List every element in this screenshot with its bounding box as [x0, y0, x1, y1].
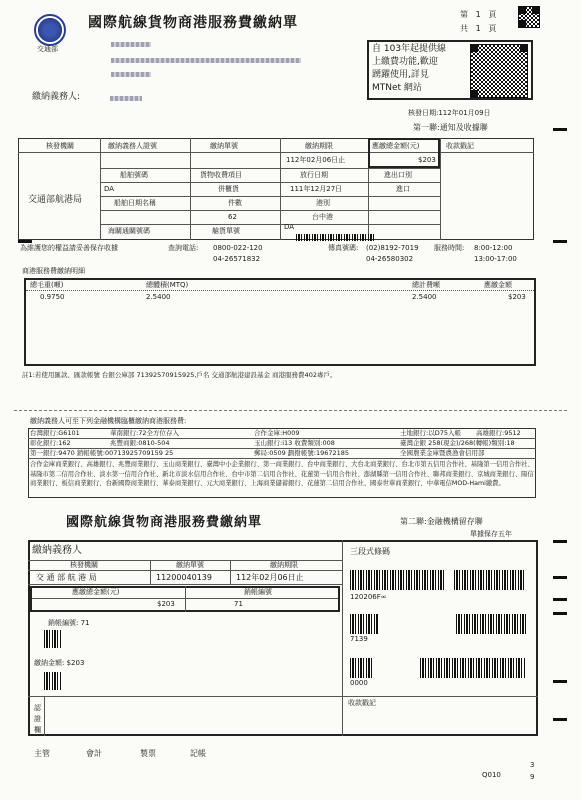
deadline-value: 112年02月06日止 [286, 156, 346, 164]
col-deadline: 繳納期限 [305, 142, 333, 150]
cut-line [14, 410, 567, 411]
weight-header: 總毛重(噸) [30, 281, 64, 289]
volume-header: 總體積(MTQ) [146, 281, 189, 289]
fax-label: 傳真號碼: [328, 244, 359, 252]
registration-mark [553, 128, 567, 131]
sign-chief: 主管 [34, 749, 50, 758]
stub-copy-label: 第二聯:金融機構留存聯 [400, 517, 483, 526]
registration-mark [553, 612, 567, 615]
corner-number-1: 3 [530, 761, 535, 769]
notice-line-3: 踴躍使用,詳見 [372, 70, 429, 80]
weight-value: 0.9750 [40, 293, 65, 301]
hours-1: 8:00-12:00 [474, 244, 513, 252]
banks-title: 繳納義務人可至下列金融機構臨櫃繳納商港服務費: [30, 417, 187, 425]
col-slip-no: 繳納單號 [210, 142, 238, 150]
phone-1: 0800-022-120 [213, 244, 263, 252]
stub-barcode-1b [454, 570, 526, 590]
barcode-3-text: 0000 [350, 679, 368, 687]
hours-2: 13:00-17:00 [474, 255, 517, 263]
stub-col-deadline: 繳納期限 [270, 561, 298, 569]
phone-2: 04-26571832 [213, 255, 261, 263]
stub-barcode-3b [420, 658, 526, 678]
amount-value: $203 [508, 293, 526, 301]
charge-unit-header: 總計費噸 [412, 281, 440, 289]
bank-r1-c5: 高雄銀行:9512 [476, 429, 521, 437]
total-pages-label: 共 1 頁 [460, 24, 497, 33]
registration-mark [18, 240, 32, 243]
sign-record: 記帳 [190, 749, 206, 758]
bank-r1-c4: 土地銀行:以D75入帳 [400, 429, 461, 437]
fax-2: 04-26580302 [366, 255, 414, 263]
stub-account-header: 銷帳編號 [244, 588, 272, 596]
stub-retention: 單據保存五年 [470, 530, 512, 538]
pieces-value: 62 [228, 213, 237, 221]
page-label: 第 1 頁 [460, 10, 497, 19]
release-date-value: 111年12月27日 [290, 185, 343, 193]
redacted-payer-name [110, 96, 142, 101]
charge-unit-value: 2.5400 [412, 293, 437, 301]
bank-r2-c1: 彰化銀行:162 [30, 439, 71, 447]
stub-paid-barcode [44, 672, 62, 690]
corner-number-2: 9 [530, 773, 535, 781]
redacted-address [111, 58, 301, 63]
bank-r2-c3: 玉山銀行:i13 收費類別:008 [254, 439, 335, 447]
bank-r2-c2: 兆豐商銀:0810-504 [110, 439, 170, 447]
registration-mark [553, 540, 567, 543]
keep-receipt-notice: 為維護您的權益請妥善保存收據 [20, 244, 118, 252]
cargo-item-value: 併櫃貨 [218, 185, 239, 193]
stub-barcode-2b [456, 614, 526, 634]
col-agency: 核發機關 [46, 142, 74, 150]
copy-one-label: 第一聯:通知及收據聯 [413, 123, 488, 132]
stub-side-label: 認證欄 [34, 704, 41, 734]
remittance-note: 註1:若使用匯款、匯款帳號 台銀公庫部 71392570915925,戶名 交通部航港建設基金 商港服務費402專戶。 [22, 371, 337, 379]
stub-paid-label: 繳納金額: $203 [34, 659, 85, 667]
amount-header: 應繳金額 [484, 281, 512, 289]
stub-account-barcode [44, 630, 62, 648]
agency-value: 交通部航港局 [28, 195, 83, 205]
stub-account-label: 銷帳編號: 71 [48, 619, 90, 627]
stub-col-slip-no: 繳納單號 [176, 561, 204, 569]
payer-label: 繳納義務人: [32, 92, 81, 102]
port-value: 台中港 [312, 213, 333, 221]
stub-deadline-value: 112年02月06日止 [236, 573, 304, 582]
voyage-label: 艙貨單號 [212, 227, 240, 235]
mtnet-qr-code [470, 44, 528, 98]
phone-label: 查詢電話: [168, 244, 199, 252]
volume-value: 2.5400 [146, 293, 171, 301]
voyage-value: DA [284, 223, 295, 231]
barcode-title: 三段式條碼 [350, 547, 390, 556]
bank-r1-c1: 台灣銀行:G6101 [30, 429, 80, 437]
customs-label: 海關通關號碼 [108, 227, 150, 235]
bank-r1-c2: 華南銀行:72全方位存入 [110, 429, 179, 437]
stub-slip-no-value: 11200040139 [156, 573, 212, 582]
total-value: $203 [418, 156, 436, 164]
stub-barcode-2 [350, 614, 378, 634]
bank-r3-c2: 郵局:0509 劃撥帳號:19672185 [254, 449, 350, 457]
corner-qr-code [518, 6, 540, 28]
stub-agency-value: 交 通 部 航 港 局 [36, 573, 97, 582]
col-total: 應繳總金額(元) [372, 142, 420, 150]
stub-stamp-label: 收款戳記 [348, 699, 376, 707]
notice-line-4: MTNet 網站 [372, 83, 422, 93]
stub-col-agency: 核發機關 [70, 561, 98, 569]
details-table [24, 278, 536, 366]
ship-name-label: 船舶日期名稱 [114, 199, 156, 207]
fax-1: (02)8192-7019 [366, 244, 419, 252]
bank-r1-c3: 合作金庫:H009 [254, 429, 300, 437]
cargo-item-label: 貨物收費項目 [200, 171, 242, 179]
vessel-value: DA [104, 185, 115, 193]
in-out-value: 進口 [396, 185, 410, 193]
port-label: 港別 [316, 199, 330, 207]
issue-date: 核發日期:112年01月09日 [408, 109, 491, 117]
stub-barcode-3 [350, 658, 374, 678]
registration-mark [553, 598, 567, 601]
barcode-2-text: 7139 [350, 635, 368, 643]
bank-r2-c4: 臺灣企銀 258(現金)/268(轉帳)類別:18 [400, 439, 515, 447]
notice-line-1: 自 103年起提供線 [372, 44, 447, 54]
barcode-1-text: 120206F∞ [350, 593, 387, 601]
sign-account: 會計 [86, 749, 102, 758]
stub-total-header: 應繳總金額(元) [72, 588, 120, 596]
details-title: 商港服務費繳納明細 [22, 267, 85, 275]
stub-total-value: $203 [157, 600, 175, 608]
slip-barcode [296, 234, 376, 241]
vessel-label: 船舶號碼 [120, 171, 148, 179]
bank-r3-c3: 全國農業金庫暨農漁會信用部 [400, 449, 485, 457]
registration-mark [553, 718, 567, 721]
stub-barcode-1 [350, 570, 446, 590]
stub-title: 國際航線貨物商港服務費繳納單 [66, 515, 263, 530]
redacted-address [111, 42, 151, 47]
hours-label: 服務時間: [434, 244, 465, 252]
footer-code: Q010 [482, 771, 501, 779]
ministry-logo [34, 14, 66, 46]
logo-text: 交通部 [37, 45, 58, 53]
stub-account-prefix: 71 [234, 600, 243, 608]
col-stamp: 收款戳記 [446, 142, 474, 150]
bank-list-paragraph: 合作金庫商業銀行、高雄銀行、兆豐商業銀行、玉山商業銀行、臺灣中小企業銀行、第一商業銀行、台中商業銀行、大台北商業銀行、台北市第五信用合作社、基隆第一信用合作社、基隆市第二信用合作社、淡水第一信用合作社、新北市淡水信用合作社、台中市第二信用合作社、花蓮第一信用合作社、澎湖縣第一信用合作社、聯邦商業銀行、京城商業銀行、陽信商業銀行、板信商業銀行、台新國際商業銀行、華泰商業銀行、元大商業銀行、上海商業儲蓄銀行、花蓮第二信用合作社、國泰世華商業銀行、中華電信MOD-Hami繳費。 [30, 461, 534, 487]
in-out-label: 進出口別 [384, 171, 412, 179]
page-title: 國際航線貨物商港服務費繳納單 [88, 15, 298, 31]
pieces-label: 件數 [228, 199, 242, 207]
release-date-label: 放行日期 [300, 171, 328, 179]
registration-mark [553, 576, 567, 579]
registration-mark [553, 240, 567, 243]
col-payer-cert: 繳納義務人證號 [108, 142, 157, 150]
bank-r3-c1: 第一銀行:9470 銷帳帳號:00713925709159 25 [30, 449, 174, 457]
redacted-address [111, 72, 151, 77]
stub-payer-label: 繳納義務人 [32, 545, 82, 556]
notice-line-2: 上繳費功能,歡迎 [372, 57, 438, 67]
registration-mark [553, 680, 567, 683]
sign-prepare: 製票 [140, 749, 156, 758]
